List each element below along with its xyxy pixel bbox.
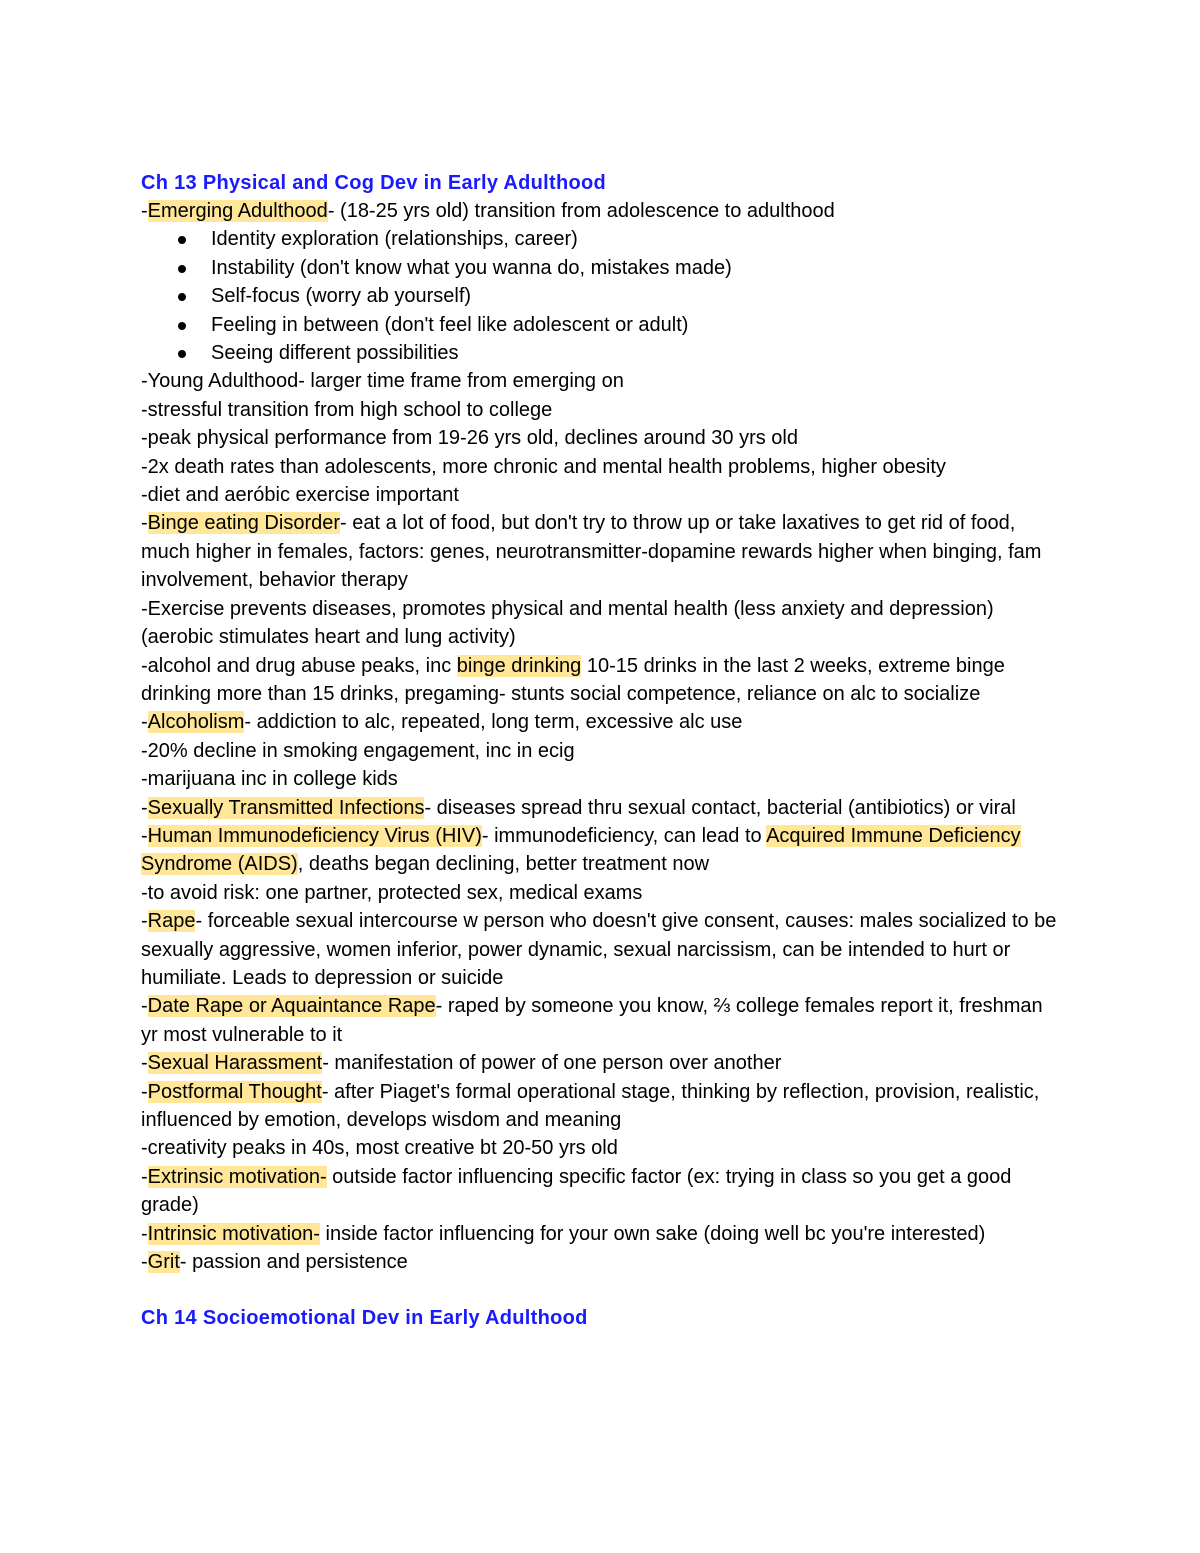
text: -alcohol and drug abuse peaks, inc xyxy=(141,654,457,677)
list-item-text: Instability (don't know what you wanna do, mistakes made) xyxy=(211,256,732,279)
alcohol-paragraph xyxy=(141,652,1061,709)
term-hiv: Human Immunodeficiency Virus (HIV) xyxy=(147,824,482,847)
definition: inside factor influencing for your own sake (doing well bc you're interested) xyxy=(319,1222,986,1245)
list-item xyxy=(211,282,1061,310)
list-item-text: Identity exploration (relationships, career) xyxy=(211,228,578,251)
definition: - eat a lot of food, but don't try to throw up or take laxatives to get rid of food, much higher in females, factors: genes, neurotransmitter-dopamine rewards higher when binging, fam involvement, behavior therapy xyxy=(141,512,1042,592)
dash: - xyxy=(141,824,148,847)
term-sti: Sexually Transmitted Infections xyxy=(147,796,425,819)
emerging-adulthood-line xyxy=(141,197,1061,225)
intrinsic-line xyxy=(141,1220,1061,1248)
bullet-icon xyxy=(178,265,186,273)
bullet-icon xyxy=(178,322,186,330)
term-binge-eating-disorder: Binge eating Disorder xyxy=(147,512,341,535)
document-body xyxy=(141,169,1061,1332)
chapter-13-heading: Ch 13 Physical and Cog Dev in Early Adulthood xyxy=(141,172,607,194)
dash: - xyxy=(141,1222,148,1245)
list-item xyxy=(211,225,1061,253)
definition: - after Piaget's formal operational stage, thinking by reflection, provision, realistic, influenced by emotion, develops wisdom and meaning xyxy=(141,1080,1040,1131)
list-item-text: Self-focus (worry ab yourself) xyxy=(211,285,472,308)
dash: - xyxy=(141,711,148,734)
definition: - raped by someone you know, ⅔ college females report it, freshman yr most vulnerable to it xyxy=(141,995,1043,1046)
definition: - immunodeficiency, can lead to xyxy=(481,824,767,847)
peak-performance-line: -peak physical performance from 19-26 yrs old, declines around 30 yrs old xyxy=(141,427,798,450)
definition: - addiction to alc, repeated, long term, excessive alc use xyxy=(244,711,743,734)
marijuana-line: -marijuana inc in college kids xyxy=(141,768,398,791)
emerging-adulthood-features-list xyxy=(141,225,1061,367)
list-item xyxy=(211,339,1061,367)
bullet-icon xyxy=(178,293,186,301)
definition: - (18-25 yrs old) transition from adolescence to adulthood xyxy=(327,200,835,222)
dash: - xyxy=(141,1165,148,1188)
definition: - passion and persistence xyxy=(179,1251,408,1274)
list-item xyxy=(211,311,1061,339)
term-date-rape: Date Rape or Aquaintance Rape xyxy=(147,995,436,1018)
term-intrinsic-motivation: Intrinsic motivation- xyxy=(147,1222,320,1245)
dash: - xyxy=(141,1080,148,1103)
term-postformal-thought: Postformal Thought xyxy=(147,1080,322,1103)
dash: - xyxy=(141,200,148,222)
diet-line: -diet and aeróbic exercise important xyxy=(141,484,459,507)
definition: - forceable sexual intercourse w person who doesn't give consent, causes: males socialized to be sexually aggressive, women inferior, power dynamic, sexual narcissism, can be intended to hurt or humiliate. Leads to depression or suicide xyxy=(141,910,1057,989)
smoking-line: -20% decline in smoking engagement, inc in ecig xyxy=(141,739,575,762)
bullet-icon xyxy=(178,350,186,358)
postformal-paragraph xyxy=(141,1078,1061,1135)
term-alcoholism: Alcoholism xyxy=(147,711,245,734)
list-item xyxy=(211,254,1061,282)
term-grit: Grit xyxy=(147,1251,180,1274)
definition: outside factor influencing specific factor (ex: trying in class so you get a good grade) xyxy=(141,1165,1012,1217)
death-rates-line: -2x death rates than adolescents, more chronic and mental health problems, higher obesity xyxy=(141,455,946,478)
sti-paragraph xyxy=(141,794,1061,822)
sexual-harassment-line xyxy=(141,1049,1061,1077)
definition: - manifestation of power of one person over another xyxy=(322,1052,782,1075)
term-rape: Rape xyxy=(147,910,196,933)
definition: 10-15 drinks in the last 2 weeks, extreme binge drinking more than 15 drinks, pregaming- stunts social competence, reliance on alc to socialize xyxy=(141,654,1005,705)
dash: - xyxy=(141,796,148,819)
alcoholism-line xyxy=(141,708,1061,736)
term-aids: Acquired Immune Deficiency Syndrome (AIDS) xyxy=(141,824,1021,876)
dash: - xyxy=(141,1251,148,1274)
spacer xyxy=(141,1276,1061,1304)
term-sexual-harassment: Sexual Harassment xyxy=(147,1052,323,1075)
term-binge-drinking: binge drinking xyxy=(456,654,582,677)
exercise-paragraph: -Exercise prevents diseases, promotes physical and mental health (less anxiety and depression) (aerobic stimulates heart and lung activity) xyxy=(141,597,994,649)
bullet-icon xyxy=(178,236,186,244)
young-adulthood-line: -Young Adulthood- larger time frame from emerging on xyxy=(141,370,624,393)
stressful-transition-line: -stressful transition from high school to college xyxy=(141,398,553,421)
dash: - xyxy=(141,910,148,933)
list-item-text: Feeling in between (don't feel like adolescent or adult) xyxy=(211,313,689,336)
extrinsic-paragraph xyxy=(141,1163,1061,1220)
avoid-risk-line: -to avoid risk: one partner, protected sex, medical exams xyxy=(141,881,643,904)
term-extrinsic-motivation: Extrinsic motivation- xyxy=(147,1165,327,1188)
hiv-paragraph xyxy=(141,822,1061,879)
creativity-line: -creativity peaks in 40s, most creative bt 20-50 yrs old xyxy=(141,1137,618,1160)
binge-eating-paragraph xyxy=(141,509,1061,594)
dash: - xyxy=(141,1052,148,1075)
term-emerging-adulthood: Emerging Adulthood xyxy=(147,200,328,222)
list-item-text: Seeing different possibilities xyxy=(211,342,459,365)
dash: - xyxy=(141,995,148,1018)
rape-paragraph xyxy=(141,907,1061,992)
date-rape-paragraph xyxy=(141,992,1061,1049)
chapter-14-heading: Ch 14 Socioemotional Dev in Early Adulthood xyxy=(141,1307,588,1330)
definition-end: , deaths began declining, better treatment now xyxy=(297,853,710,876)
dash: - xyxy=(141,512,148,535)
definition: - diseases spread thru sexual contact, bacterial (antibiotics) or viral xyxy=(424,796,1016,819)
grit-line xyxy=(141,1248,1061,1276)
